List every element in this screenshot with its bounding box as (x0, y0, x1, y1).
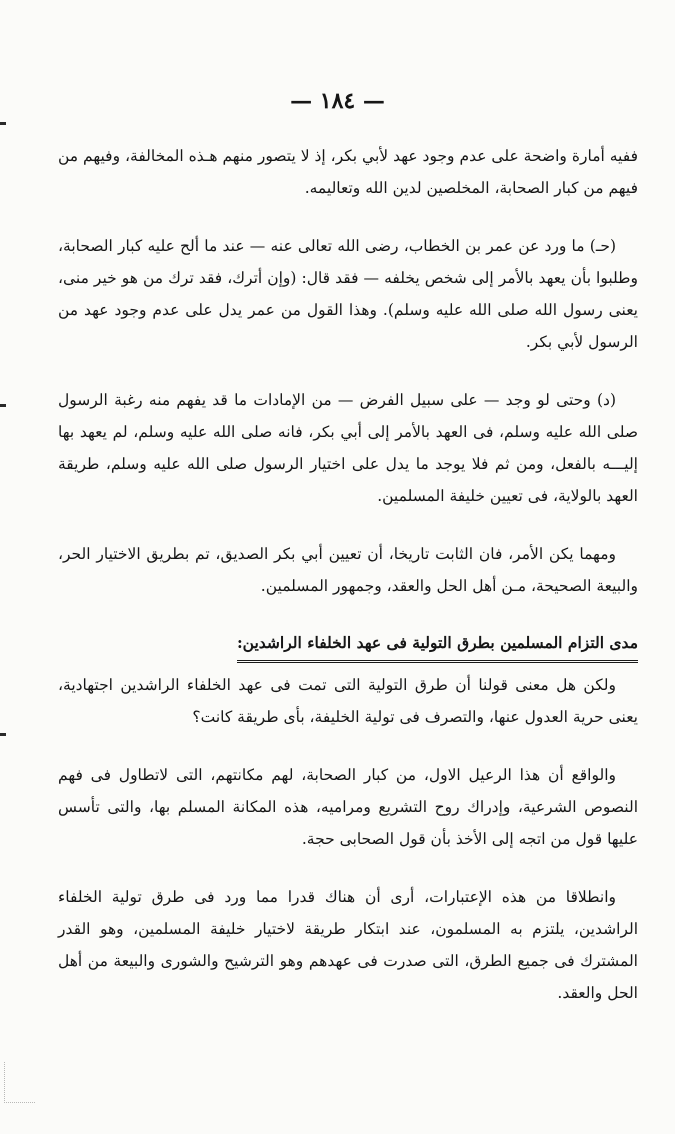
paragraph-7: وانطلاقا من هذه الإعتبارات، أرى أن هناك قدرا مما ورد فى طرق تولية الخلفاء الراشدين، يلتزم به المسلمون، عند ابتكار طريقة لاختيار خليفة المسلمين، وهو القدر المشترك فى جميع الطرق، التى صدرت فى عهدهم وهو الترشيح والشورى والبيعة من أهل الحل والعقد. (58, 888, 638, 1002)
page-corner-smudge (4, 1062, 35, 1103)
page-number: — ١٨٤ — (290, 88, 385, 114)
paragraph-5: ولكن هل معنى قولنا أن طرق التولية التى تمت فى عهد الخلفاء الراشدين اجتهادية، يعنى حرية العدول عنها، والتصرف فى تولية الخليفة، بأى طريقة كانت؟ (58, 676, 638, 726)
paragraph-3: (د) وحتى لو وجد — على سبيل الفرض — من الإمادات ما قد يفهم منه رغبة الرسول صلى الله عليه وسلم، فى العهد بالأمر إلى أبي بكر، فانه صلى الله عليه وسلم، لم يعهد بها إليـــه بالفعل، ومن ثم فلا يوجد ما يدل على اختيار الرسول صلى الله عليه وسلم، طريقة العهد بالولاية، فى تعيين خليفة المسلمين. (58, 391, 638, 505)
paragraph-4: ومهما يكن الأمر، فان الثابت تاريخا، أن تعيين أبي بكر الصديق، تم بطريق الاختيار الحر، والبيعة الصحيحة، مـن أهل الحل والعقد، وجمهور المسلمين. (58, 545, 638, 595)
section-heading: مدى التزام المسلمين بطرق التولية فى عهد الخلفاء الراشدين: (237, 628, 638, 663)
margin-mark (0, 122, 6, 125)
margin-mark (0, 404, 6, 407)
page-body (58, 140, 638, 1035)
paragraph-2: (حـ) ما ورد عن عمر بن الخطاب، رضى الله تعالى عنه — عند ما ألح عليه كبار الصحابة، وطلبوا بأن يعهد بالأمر إلى شخص يخلفه — فقد قال: (وإن أترك، فقد ترك من هو خير منى، يعنى رسول الله صلى الله عليه وسلم). وهذا القول من عمر يدل على عدم وجود عهد من الرسول لأبي بكر. (58, 237, 638, 351)
margin-mark (0, 733, 6, 736)
paragraph-1: ففيه أمارة واضحة على عدم وجود عهد لأبي بكر، إذ لا يتصور منهم هـذه المخالفة، وفيهم من فيهم من كبار الصحابة، المخلصين لدين الله وتعاليمه. (58, 147, 638, 197)
section-heading-wrap (58, 628, 638, 663)
paragraph-6: والواقع أن هذا الرعيل الاول، من كبار الصحابة، لهم مكانتهم، التى لاتطاول فى فهم النصوص الشرعية، وإدراك روح التشريع ومراميه، هذه المكانة المسلم بها، والتى تأسس عليها قول من اتجه إلى الأخذ بأن قول الصحابى حجة. (58, 766, 638, 848)
